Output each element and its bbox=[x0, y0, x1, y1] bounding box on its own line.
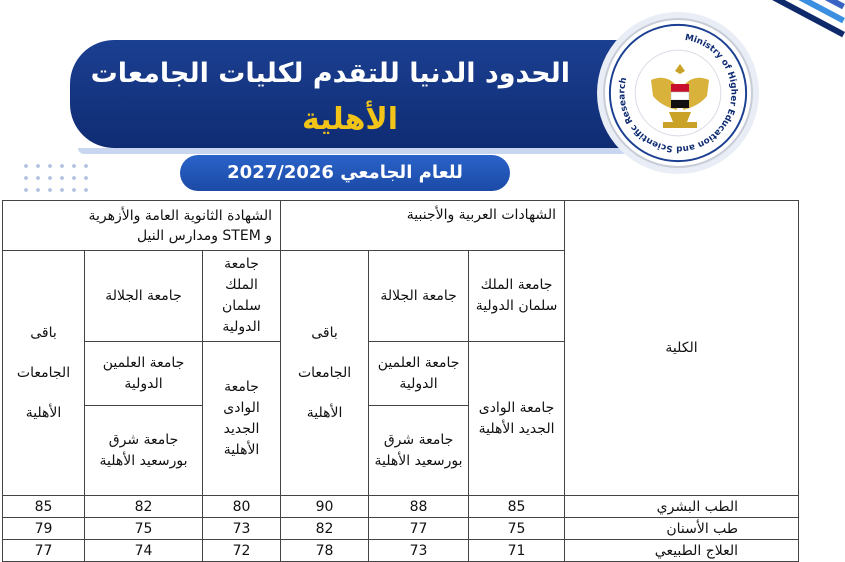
faculty-column-header: الكلية bbox=[565, 201, 799, 496]
score-cell: 73 bbox=[203, 518, 281, 540]
uni-header-alamein-arab: جامعة العلمين الدولية bbox=[369, 342, 469, 406]
score-cell: 77 bbox=[369, 518, 469, 540]
table-row bbox=[3, 540, 799, 562]
others-label-line1: باقى bbox=[30, 325, 57, 341]
admission-minimums-table bbox=[2, 200, 799, 562]
score-cell: 90 bbox=[281, 496, 369, 518]
score-cell: 80 bbox=[203, 496, 281, 518]
others-label-line3: الأهلية bbox=[306, 405, 343, 421]
page-title: الحدود الدنيا للتقدم لكليات الجامعات bbox=[90, 58, 570, 89]
page-subtitle: الأهلية bbox=[301, 102, 399, 137]
others-label-line2: الجامعات bbox=[16, 365, 71, 381]
others-label-line2: الجامعات bbox=[297, 365, 352, 381]
emblem-text-en: Ministry of Higher Education and Scientific Research bbox=[617, 32, 739, 154]
others-label-line1: باقى bbox=[311, 325, 338, 341]
group-header-secondary-line1: الشهادة الثانوية العامة والأزهرية bbox=[88, 207, 273, 224]
uni-header-new-valley-sec: جامعة الوادى الجديد الأهلية bbox=[203, 342, 281, 496]
score-cell: 72 bbox=[203, 540, 281, 562]
ministry-logo bbox=[603, 18, 753, 168]
others-label-line3: الأهلية bbox=[25, 405, 62, 421]
faculty-name: الطب البشري bbox=[565, 496, 799, 518]
score-cell: 82 bbox=[85, 496, 203, 518]
uni-header-galala-sec: جامعة الجلالة bbox=[85, 251, 203, 342]
faculty-name: طب الأسنان bbox=[565, 518, 799, 540]
uni-header-new-valley-arab: جامعة الوادى الجديد الأهلية bbox=[469, 342, 565, 496]
group-header-secondary-line2: و STEM ومدارس النيل bbox=[136, 227, 273, 244]
uni-header-alamein-sec: جامعة العلمين الدولية bbox=[85, 342, 203, 406]
score-cell: 77 bbox=[3, 540, 85, 562]
score-cell: 75 bbox=[85, 518, 203, 540]
uni-header-king-salman-arab: جامعة الملك سلمان الدولية bbox=[469, 251, 565, 342]
uni-header-east-port-said-sec: جامعة شرق بورسعيد الأهلية bbox=[85, 406, 203, 496]
uni-header-others-sec bbox=[3, 251, 85, 496]
score-cell: 79 bbox=[3, 518, 85, 540]
group-header-arab-foreign: الشهادات العربية والأجنبية bbox=[281, 201, 565, 251]
table-row bbox=[3, 518, 799, 540]
score-cell: 88 bbox=[369, 496, 469, 518]
faculty-name: العلاج الطبيعي bbox=[565, 540, 799, 562]
table-row bbox=[3, 496, 799, 518]
score-cell: 74 bbox=[85, 540, 203, 562]
score-cell: 71 bbox=[469, 540, 565, 562]
score-cell: 85 bbox=[469, 496, 565, 518]
group-header-secondary bbox=[3, 201, 281, 251]
eagle-emblem-icon bbox=[647, 60, 713, 132]
title-banner bbox=[70, 40, 630, 148]
dots-decoration bbox=[20, 160, 90, 200]
uni-header-galala-arab: جامعة الجلالة bbox=[369, 251, 469, 342]
uni-header-others-arab bbox=[281, 251, 369, 496]
score-cell: 82 bbox=[281, 518, 369, 540]
score-cell: 75 bbox=[469, 518, 565, 540]
uni-header-king-salman-sec: جامعة الملك سلمان الدولية bbox=[203, 251, 281, 342]
score-cell: 85 bbox=[3, 496, 85, 518]
academic-year-badge: للعام الجامعي 2027/2026 bbox=[180, 155, 510, 191]
score-cell: 78 bbox=[281, 540, 369, 562]
uni-header-east-port-said-arab: جامعة شرق بورسعيد الأهلية bbox=[369, 406, 469, 496]
score-cell: 73 bbox=[369, 540, 469, 562]
